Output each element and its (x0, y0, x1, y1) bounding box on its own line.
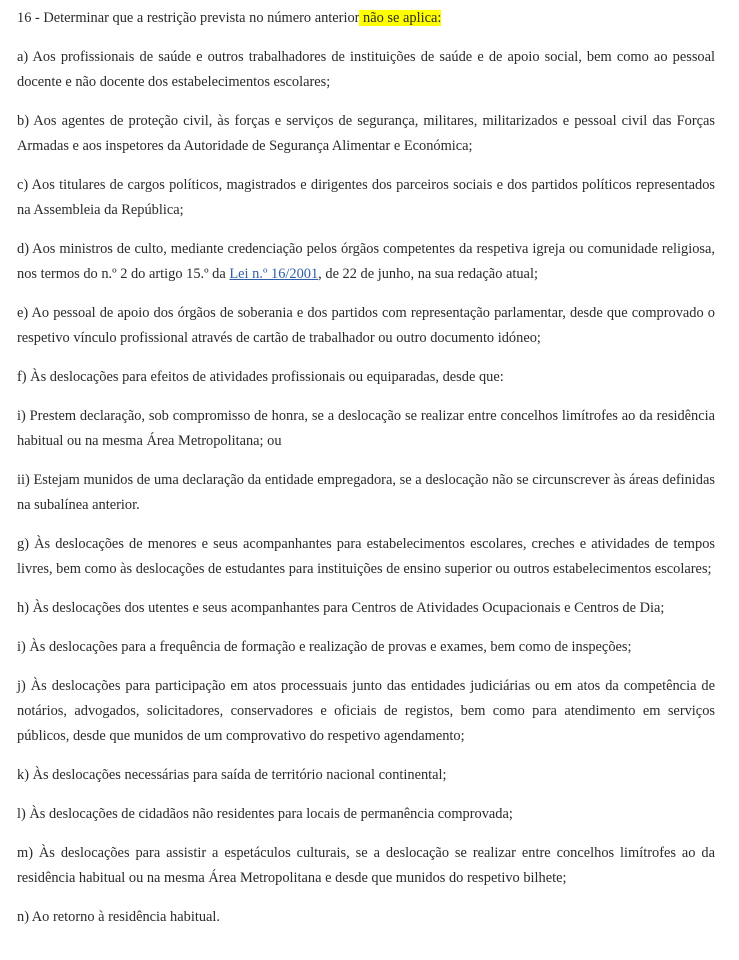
heading-text: 16 - Determinar que a restrição prevista no número anterior (17, 10, 360, 26)
item-m: m) Às deslocações para assistir a espetáculos culturais, se a deslocação se realizar entre concelhos limítrofes ao da residência habitual ou na mesma Área Metropolitana e desde que munidos do respetivo bilhete; (17, 845, 715, 886)
item-d-text: d) Aos ministros de culto, mediante credenciação pelos órgãos competentes da respetiva igreja ou comunidade religiosa, nos termos do n.º 2 do artigo 15.º da (17, 241, 715, 282)
item-i: i) Às deslocações para a frequência de formação e realização de provas e exames, bem como de inspeções; (17, 639, 632, 655)
highlighted-text: não se aplica: (359, 10, 442, 26)
item-h: h) Às deslocações dos utentes e seus acompanhantes para Centros de Atividades Ocupacionais e Centros de Dia; (17, 600, 665, 616)
item-d-text-end: , de 22 de junho, na sua redação atual; (318, 266, 538, 282)
item-d (17, 237, 715, 287)
item-e: e) Ao pessoal de apoio dos órgãos de soberania e dos partidos com representação parlamentar, desde que comprovado o respetivo vínculo profissional através de cartão de trabalhador ou outro documento idóneo; (17, 305, 715, 346)
item-b: b) Aos agentes de proteção civil, às forças e serviços de segurança, militares, militarizados e pessoal civil das Forças Armadas e aos inspetores da Autoridade de Segurança Alimentar e Económica; (17, 113, 715, 154)
item-n: n) Ao retorno à residência habitual. (17, 909, 220, 925)
item-f-i: i) Prestem declaração, sob compromisso de honra, se a deslocação se realizar entre concelhos limítrofes ao da residência habitual ou na mesma Área Metropolitana; ou (17, 408, 715, 449)
item-l: l) Às deslocações de cidadãos não residentes para locais de permanência comprovada; (17, 806, 513, 822)
paragraph-heading (17, 6, 715, 31)
item-c: c) Aos titulares de cargos políticos, magistrados e dirigentes dos parceiros sociais e dos partidos políticos representados na Assembleia da República; (17, 177, 715, 218)
item-g: g) Às deslocações de menores e seus acompanhantes para estabelecimentos escolares, creches e atividades de tempos livres, bem como às deslocações de estudantes para instituições de ensino superior ou outros estabelecimentos escolares; (17, 536, 715, 577)
item-f-ii: ii) Estejam munidos de uma declaração da entidade empregadora, se a deslocação não se circunscrever às áreas definidas na subalínea anterior. (17, 472, 715, 513)
item-k: k) Às deslocações necessárias para saída de território nacional continental; (17, 767, 447, 783)
item-f: f) Às deslocações para efeitos de atividades profissionais ou equiparadas, desde que: (17, 369, 504, 385)
item-j: j) Às deslocações para participação em atos processuais junto das entidades judiciárias ou em atos da competência de notários, advogados, solicitadores, conservadores e oficiais de registos, bem como para atendimento em serviços públicos, desde que munidos de um comprovativo do respetivo agendamento; (17, 678, 715, 744)
item-a: a) Aos profissionais de saúde e outros trabalhadores de instituições de saúde e de apoio social, bem como ao pessoal docente e não docente dos estabelecimentos escolares; (17, 49, 715, 90)
law-link[interactable]: Lei n.º 16/2001 (229, 266, 319, 282)
